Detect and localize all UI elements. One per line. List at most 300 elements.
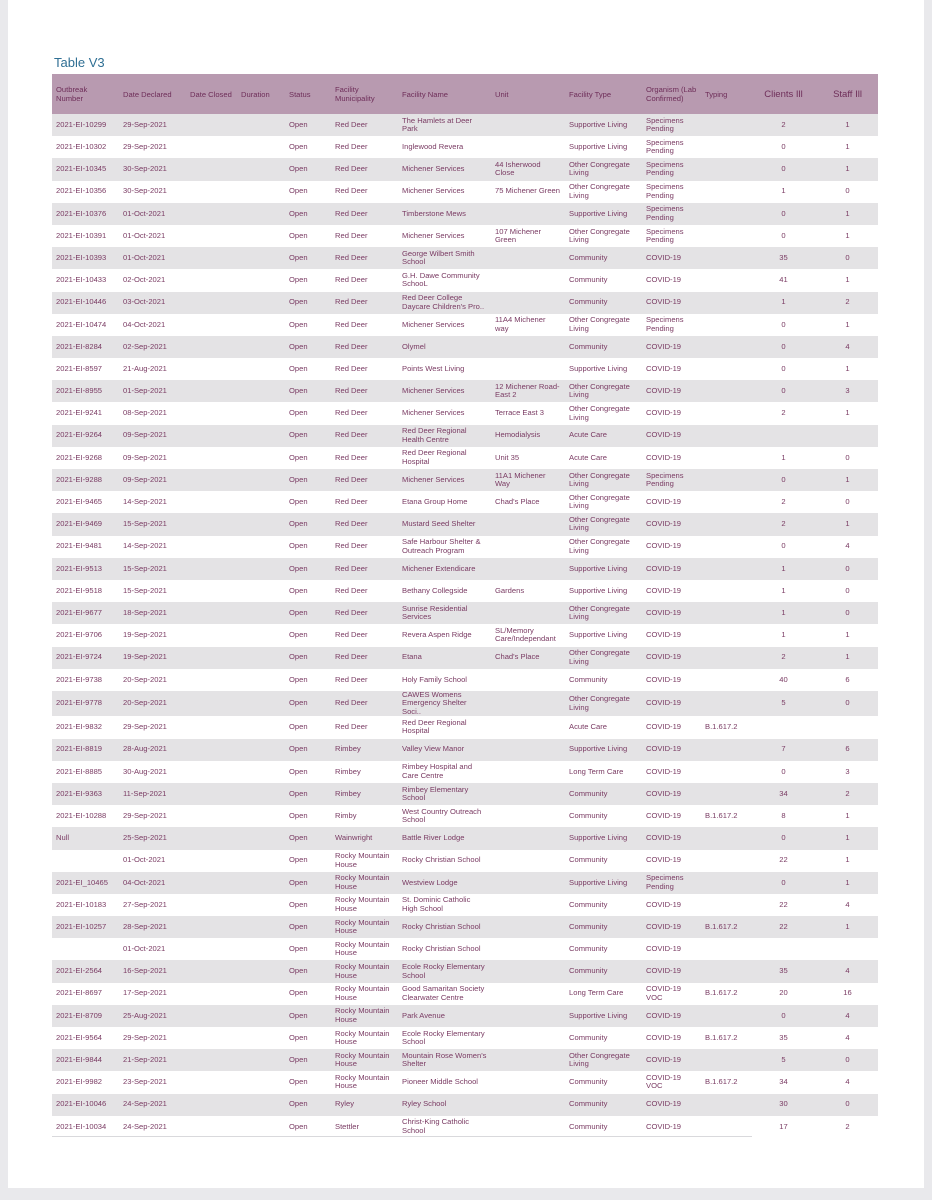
cell-status: Open bbox=[285, 269, 331, 291]
cell-facility-municipality: Stettler bbox=[331, 1116, 398, 1138]
cell-facility-type: Other Congregate Living bbox=[565, 469, 642, 491]
cell-staff-ill: 0 bbox=[817, 181, 878, 203]
cell-date-declared: 20-Sep-2021 bbox=[119, 669, 186, 691]
cell-date-closed bbox=[186, 960, 237, 982]
header-clients-ill: Clients Ill bbox=[750, 74, 817, 114]
cell-typing bbox=[701, 225, 750, 247]
cell-date-closed bbox=[186, 739, 237, 761]
cell-clients-ill: 0 bbox=[750, 336, 817, 358]
cell-clients-ill bbox=[750, 425, 817, 447]
cell-facility-type: Other Congregate Living bbox=[565, 158, 642, 180]
cell-facility-type: Community bbox=[565, 1094, 642, 1116]
cell-date-declared: 18-Sep-2021 bbox=[119, 602, 186, 624]
cell-organism: Specimens Pending bbox=[642, 225, 701, 247]
cell-status: Open bbox=[285, 181, 331, 203]
table-row bbox=[52, 1027, 878, 1049]
cell-facility-type: Community bbox=[565, 894, 642, 916]
cell-unit bbox=[491, 269, 565, 291]
cell-staff-ill: 2 bbox=[817, 292, 878, 314]
cell-organism: Specimens Pending bbox=[642, 181, 701, 203]
cell-date-closed bbox=[186, 602, 237, 624]
cell-date-declared: 04-Oct-2021 bbox=[119, 314, 186, 336]
cell-typing bbox=[701, 602, 750, 624]
cell-unit: Gardens bbox=[491, 580, 565, 602]
header-date-declared: Date Declared bbox=[119, 74, 186, 114]
cell-clients-ill: 40 bbox=[750, 669, 817, 691]
cell-facility-municipality: Red Deer bbox=[331, 247, 398, 269]
cell-facility-municipality: Red Deer bbox=[331, 136, 398, 158]
cell-clients-ill: 1 bbox=[750, 558, 817, 580]
cell-status: Open bbox=[285, 850, 331, 872]
cell-status: Open bbox=[285, 402, 331, 424]
cell-outbreak-number: 2021-EI-9564 bbox=[52, 1027, 119, 1049]
cell-facility-municipality: Rocky Mountain House bbox=[331, 1005, 398, 1027]
cell-unit bbox=[491, 872, 565, 894]
cell-typing bbox=[701, 1094, 750, 1116]
cell-date-declared: 30-Aug-2021 bbox=[119, 761, 186, 783]
cell-status: Open bbox=[285, 536, 331, 558]
table-row bbox=[52, 114, 878, 136]
cell-unit bbox=[491, 513, 565, 535]
cell-date-closed bbox=[186, 225, 237, 247]
cell-outbreak-number: 2021-EI-8697 bbox=[52, 983, 119, 1005]
cell-clients-ill bbox=[750, 938, 817, 960]
cell-duration bbox=[237, 850, 285, 872]
cell-duration bbox=[237, 602, 285, 624]
cell-facility-name: Bethany Collegside bbox=[398, 580, 491, 602]
cell-facility-type: Other Congregate Living bbox=[565, 1049, 642, 1071]
cell-clients-ill: 0 bbox=[750, 872, 817, 894]
cell-facility-municipality: Red Deer bbox=[331, 536, 398, 558]
cell-staff-ill: 1 bbox=[817, 647, 878, 669]
cell-facility-name: Michener Services bbox=[398, 314, 491, 336]
cell-date-closed bbox=[186, 1027, 237, 1049]
table-row bbox=[52, 491, 878, 513]
cell-unit bbox=[491, 916, 565, 938]
cell-date-closed bbox=[186, 805, 237, 827]
cell-date-declared: 01-Oct-2021 bbox=[119, 203, 186, 225]
cell-facility-municipality: Red Deer bbox=[331, 513, 398, 535]
cell-facility-municipality: Red Deer bbox=[331, 716, 398, 738]
cell-facility-municipality: Red Deer bbox=[331, 402, 398, 424]
cell-unit: 11A4 Michener way bbox=[491, 314, 565, 336]
cell-organism: COVID-19 bbox=[642, 739, 701, 761]
cell-unit: 44 Isherwood Close bbox=[491, 158, 565, 180]
cell-staff-ill: 4 bbox=[817, 960, 878, 982]
cell-organism: COVID-19 bbox=[642, 1005, 701, 1027]
cell-duration bbox=[237, 691, 285, 717]
cell-facility-type: Acute Care bbox=[565, 716, 642, 738]
cell-date-closed bbox=[186, 269, 237, 291]
cell-status: Open bbox=[285, 314, 331, 336]
cell-facility-municipality: Red Deer bbox=[331, 380, 398, 402]
cell-typing bbox=[701, 358, 750, 380]
cell-organism: COVID-19 bbox=[642, 647, 701, 669]
cell-organism: COVID-19 bbox=[642, 602, 701, 624]
table-row bbox=[52, 1005, 878, 1027]
cell-date-closed bbox=[186, 783, 237, 805]
cell-facility-name: Westview Lodge bbox=[398, 872, 491, 894]
cell-outbreak-number: 2021-EI-9264 bbox=[52, 425, 119, 447]
cell-duration bbox=[237, 225, 285, 247]
cell-clients-ill: 22 bbox=[750, 894, 817, 916]
cell-facility-name: Michener Extendicare bbox=[398, 558, 491, 580]
table-row bbox=[52, 447, 878, 469]
cell-duration bbox=[237, 1116, 285, 1138]
cell-outbreak-number: 2021-EI-8284 bbox=[52, 336, 119, 358]
cell-clients-ill: 0 bbox=[750, 469, 817, 491]
cell-facility-municipality: Rimbey bbox=[331, 761, 398, 783]
cell-facility-type: Community bbox=[565, 669, 642, 691]
cell-clients-ill: 5 bbox=[750, 1049, 817, 1071]
cell-date-declared: 01-Oct-2021 bbox=[119, 850, 186, 872]
cell-status: Open bbox=[285, 647, 331, 669]
cell-unit: SL/Memory Care/Independant bbox=[491, 624, 565, 646]
cell-status: Open bbox=[285, 225, 331, 247]
cell-staff-ill: 0 bbox=[817, 691, 878, 717]
cell-duration bbox=[237, 669, 285, 691]
cell-typing bbox=[701, 447, 750, 469]
header-unit: Unit bbox=[491, 74, 565, 114]
cell-date-closed bbox=[186, 916, 237, 938]
cell-outbreak-number bbox=[52, 850, 119, 872]
cell-status: Open bbox=[285, 669, 331, 691]
cell-outbreak-number: 2021-EI-9832 bbox=[52, 716, 119, 738]
cell-date-closed bbox=[186, 872, 237, 894]
cell-typing bbox=[701, 114, 750, 136]
cell-outbreak-number: 2021-EI-2564 bbox=[52, 960, 119, 982]
cell-unit bbox=[491, 602, 565, 624]
cell-staff-ill: 4 bbox=[817, 336, 878, 358]
cell-status: Open bbox=[285, 558, 331, 580]
cell-facility-type: Community bbox=[565, 916, 642, 938]
cell-facility-name: Christ-King Catholic School bbox=[398, 1116, 491, 1138]
table-row bbox=[52, 850, 878, 872]
table-row bbox=[52, 739, 878, 761]
cell-status: Open bbox=[285, 247, 331, 269]
cell-facility-type: Other Congregate Living bbox=[565, 647, 642, 669]
cell-facility-type: Supportive Living bbox=[565, 580, 642, 602]
cell-outbreak-number: 2021-EI-9513 bbox=[52, 558, 119, 580]
table-row bbox=[52, 336, 878, 358]
cell-facility-municipality: Red Deer bbox=[331, 425, 398, 447]
header-facility-name: Facility Name bbox=[398, 74, 491, 114]
cell-date-declared: 09-Sep-2021 bbox=[119, 425, 186, 447]
cell-status: Open bbox=[285, 491, 331, 513]
cell-status: Open bbox=[285, 872, 331, 894]
cell-clients-ill: 0 bbox=[750, 136, 817, 158]
cell-date-closed bbox=[186, 647, 237, 669]
cell-facility-municipality: Wainwright bbox=[331, 827, 398, 849]
cell-clients-ill: 2 bbox=[750, 513, 817, 535]
cell-unit bbox=[491, 358, 565, 380]
cell-facility-type: Supportive Living bbox=[565, 1005, 642, 1027]
cell-date-declared: 16-Sep-2021 bbox=[119, 960, 186, 982]
table-row bbox=[52, 203, 878, 225]
cell-facility-name: Rocky Christian School bbox=[398, 916, 491, 938]
cell-organism: COVID-19 bbox=[642, 447, 701, 469]
cell-facility-municipality: Rocky Mountain House bbox=[331, 872, 398, 894]
cell-status: Open bbox=[285, 358, 331, 380]
cell-typing bbox=[701, 1005, 750, 1027]
cell-typing bbox=[701, 850, 750, 872]
cell-organism: COVID-19 bbox=[642, 358, 701, 380]
cell-staff-ill: 1 bbox=[817, 158, 878, 180]
cell-staff-ill: 1 bbox=[817, 513, 878, 535]
cell-unit bbox=[491, 1027, 565, 1049]
cell-facility-type: Community bbox=[565, 1116, 642, 1138]
table-row bbox=[52, 1094, 878, 1116]
cell-organism: COVID-19 bbox=[642, 783, 701, 805]
cell-facility-name: Michener Services bbox=[398, 181, 491, 203]
cell-facility-type: Supportive Living bbox=[565, 739, 642, 761]
table-row bbox=[52, 136, 878, 158]
cell-unit bbox=[491, 691, 565, 717]
cell-staff-ill: 0 bbox=[817, 558, 878, 580]
cell-outbreak-number: 2021-EI-10356 bbox=[52, 181, 119, 203]
cell-date-closed bbox=[186, 158, 237, 180]
cell-date-declared: 29-Sep-2021 bbox=[119, 1027, 186, 1049]
cell-clients-ill: 22 bbox=[750, 850, 817, 872]
cell-date-declared: 21-Aug-2021 bbox=[119, 358, 186, 380]
cell-unit bbox=[491, 1094, 565, 1116]
cell-unit: Hemodialysis bbox=[491, 425, 565, 447]
header-organism: Organism (Lab Confirmed) bbox=[642, 74, 701, 114]
cell-date-closed bbox=[186, 491, 237, 513]
cell-duration bbox=[237, 1027, 285, 1049]
cell-staff-ill: 6 bbox=[817, 669, 878, 691]
table-row bbox=[52, 402, 878, 424]
cell-organism: Specimens Pending bbox=[642, 158, 701, 180]
cell-staff-ill bbox=[817, 425, 878, 447]
cell-facility-name: Etana Group Home bbox=[398, 491, 491, 513]
cell-facility-municipality: Rocky Mountain House bbox=[331, 1027, 398, 1049]
cell-facility-municipality: Red Deer bbox=[331, 647, 398, 669]
cell-outbreak-number: 2021-EI-9738 bbox=[52, 669, 119, 691]
cell-facility-municipality: Red Deer bbox=[331, 292, 398, 314]
cell-date-declared: 02-Sep-2021 bbox=[119, 336, 186, 358]
cell-duration bbox=[237, 624, 285, 646]
cell-facility-name: George Wilbert Smith School bbox=[398, 247, 491, 269]
cell-outbreak-number: 2021-EI-10345 bbox=[52, 158, 119, 180]
cell-facility-type: Acute Care bbox=[565, 447, 642, 469]
cell-facility-name: St. Dominic Catholic High School bbox=[398, 894, 491, 916]
cell-typing bbox=[701, 1116, 750, 1138]
table-row bbox=[52, 983, 878, 1005]
cell-status: Open bbox=[285, 513, 331, 535]
cell-date-declared: 02-Oct-2021 bbox=[119, 269, 186, 291]
cell-outbreak-number: 2021-EI-10034 bbox=[52, 1116, 119, 1138]
cell-duration bbox=[237, 647, 285, 669]
cell-date-declared: 15-Sep-2021 bbox=[119, 580, 186, 602]
cell-status: Open bbox=[285, 1071, 331, 1093]
cell-date-declared: 01-Sep-2021 bbox=[119, 380, 186, 402]
cell-typing: B.1.617.2 bbox=[701, 805, 750, 827]
cell-typing bbox=[701, 247, 750, 269]
cell-status: Open bbox=[285, 761, 331, 783]
cell-outbreak-number: 2021-EI-9518 bbox=[52, 580, 119, 602]
cell-typing bbox=[701, 269, 750, 291]
cell-clients-ill: 0 bbox=[750, 761, 817, 783]
cell-outbreak-number: 2021-EI-9363 bbox=[52, 783, 119, 805]
cell-duration bbox=[237, 203, 285, 225]
cell-facility-municipality: Rocky Mountain House bbox=[331, 850, 398, 872]
cell-typing bbox=[701, 691, 750, 717]
cell-unit: Chad's Place bbox=[491, 491, 565, 513]
cell-facility-name: Park Avenue bbox=[398, 1005, 491, 1027]
cell-unit bbox=[491, 805, 565, 827]
cell-organism: COVID-19 VOC bbox=[642, 1071, 701, 1093]
cell-facility-municipality: Red Deer bbox=[331, 203, 398, 225]
cell-unit: Chad's Place bbox=[491, 647, 565, 669]
cell-date-declared: 21-Sep-2021 bbox=[119, 1049, 186, 1071]
cell-typing: B.1.617.2 bbox=[701, 916, 750, 938]
cell-facility-name: Pioneer Middle School bbox=[398, 1071, 491, 1093]
table-row bbox=[52, 469, 878, 491]
cell-clients-ill: 0 bbox=[750, 1005, 817, 1027]
cell-facility-type: Community bbox=[565, 805, 642, 827]
cell-staff-ill: 0 bbox=[817, 580, 878, 602]
table-row bbox=[52, 225, 878, 247]
cell-facility-municipality: Rimbey bbox=[331, 783, 398, 805]
cell-staff-ill: 0 bbox=[817, 602, 878, 624]
cell-typing bbox=[701, 380, 750, 402]
cell-unit bbox=[491, 1049, 565, 1071]
cell-organism: COVID-19 bbox=[642, 938, 701, 960]
cell-duration bbox=[237, 513, 285, 535]
cell-typing: B.1.617.2 bbox=[701, 1027, 750, 1049]
table-row bbox=[52, 158, 878, 180]
cell-facility-name: Michener Services bbox=[398, 380, 491, 402]
cell-facility-municipality: Red Deer bbox=[331, 469, 398, 491]
table-row bbox=[52, 536, 878, 558]
cell-facility-municipality: Rocky Mountain House bbox=[331, 916, 398, 938]
cell-staff-ill bbox=[817, 716, 878, 738]
cell-organism: COVID-19 bbox=[642, 916, 701, 938]
cell-facility-type: Community bbox=[565, 1027, 642, 1049]
cell-facility-type: Supportive Living bbox=[565, 624, 642, 646]
cell-clients-ill: 1 bbox=[750, 447, 817, 469]
cell-unit bbox=[491, 247, 565, 269]
cell-typing bbox=[701, 203, 750, 225]
cell-date-closed bbox=[186, 827, 237, 849]
cell-status: Open bbox=[285, 827, 331, 849]
cell-unit bbox=[491, 894, 565, 916]
cell-facility-type: Community bbox=[565, 783, 642, 805]
cell-facility-municipality: Ryley bbox=[331, 1094, 398, 1116]
cell-facility-type: Supportive Living bbox=[565, 136, 642, 158]
cell-outbreak-number: 2021-EI-10446 bbox=[52, 292, 119, 314]
cell-date-declared: 01-Oct-2021 bbox=[119, 225, 186, 247]
cell-date-declared: 27-Sep-2021 bbox=[119, 894, 186, 916]
table-row bbox=[52, 580, 878, 602]
cell-organism: COVID-19 bbox=[642, 805, 701, 827]
cell-date-declared: 14-Sep-2021 bbox=[119, 491, 186, 513]
cell-facility-municipality: Red Deer bbox=[331, 269, 398, 291]
cell-clients-ill: 1 bbox=[750, 580, 817, 602]
cell-status: Open bbox=[285, 1116, 331, 1138]
cell-duration bbox=[237, 805, 285, 827]
cell-facility-municipality: Red Deer bbox=[331, 580, 398, 602]
cell-typing bbox=[701, 894, 750, 916]
cell-facility-type: Community bbox=[565, 850, 642, 872]
cell-staff-ill: 0 bbox=[817, 247, 878, 269]
cell-outbreak-number: 2021-EI_10465 bbox=[52, 872, 119, 894]
cell-unit bbox=[491, 960, 565, 982]
cell-staff-ill: 3 bbox=[817, 380, 878, 402]
cell-facility-name: Red Deer Regional Health Centre bbox=[398, 425, 491, 447]
cell-facility-type: Community bbox=[565, 938, 642, 960]
cell-outbreak-number: 2021-EI-10376 bbox=[52, 203, 119, 225]
cell-duration bbox=[237, 761, 285, 783]
cell-date-declared: 30-Sep-2021 bbox=[119, 181, 186, 203]
cell-duration bbox=[237, 916, 285, 938]
cell-status: Open bbox=[285, 292, 331, 314]
cell-date-closed bbox=[186, 247, 237, 269]
cell-typing bbox=[701, 136, 750, 158]
table-row bbox=[52, 783, 878, 805]
outbreak-table bbox=[52, 74, 878, 1138]
cell-status: Open bbox=[285, 1027, 331, 1049]
table-row bbox=[52, 1071, 878, 1093]
cell-date-declared: 15-Sep-2021 bbox=[119, 558, 186, 580]
cell-facility-municipality: Red Deer bbox=[331, 669, 398, 691]
cell-clients-ill: 1 bbox=[750, 181, 817, 203]
header-facility-municipality: Facility Municipality bbox=[331, 74, 398, 114]
cell-facility-municipality: Rocky Mountain House bbox=[331, 960, 398, 982]
cell-facility-municipality: Red Deer bbox=[331, 558, 398, 580]
cell-status: Open bbox=[285, 203, 331, 225]
table-row bbox=[52, 558, 878, 580]
cell-date-declared: 09-Sep-2021 bbox=[119, 469, 186, 491]
cell-date-closed bbox=[186, 513, 237, 535]
cell-date-closed bbox=[186, 469, 237, 491]
cell-duration bbox=[237, 1005, 285, 1027]
cell-outbreak-number: 2021-EI-10433 bbox=[52, 269, 119, 291]
cell-organism: COVID-19 bbox=[642, 716, 701, 738]
cell-outbreak-number: 2021-EI-9465 bbox=[52, 491, 119, 513]
cell-outbreak-number: 2021-EI-9481 bbox=[52, 536, 119, 558]
cell-status: Open bbox=[285, 580, 331, 602]
cell-clients-ill: 20 bbox=[750, 983, 817, 1005]
cell-outbreak-number: 2021-EI-9982 bbox=[52, 1071, 119, 1093]
cell-date-closed bbox=[186, 314, 237, 336]
cell-date-closed bbox=[186, 716, 237, 738]
cell-unit bbox=[491, 558, 565, 580]
cell-organism: COVID-19 bbox=[642, 624, 701, 646]
table-row bbox=[52, 1049, 878, 1071]
cell-typing bbox=[701, 314, 750, 336]
cell-organism: COVID-19 bbox=[642, 513, 701, 535]
cell-unit bbox=[491, 114, 565, 136]
cell-typing bbox=[701, 292, 750, 314]
cell-date-closed bbox=[186, 983, 237, 1005]
cell-clients-ill: 34 bbox=[750, 783, 817, 805]
cell-outbreak-number: 2021-EI-10046 bbox=[52, 1094, 119, 1116]
cell-date-declared: 23-Sep-2021 bbox=[119, 1071, 186, 1093]
cell-date-declared: 29-Sep-2021 bbox=[119, 136, 186, 158]
cell-date-declared: 29-Sep-2021 bbox=[119, 114, 186, 136]
cell-staff-ill: 4 bbox=[817, 536, 878, 558]
table-row bbox=[52, 181, 878, 203]
cell-clients-ill bbox=[750, 716, 817, 738]
cell-staff-ill: 6 bbox=[817, 739, 878, 761]
cell-date-declared: 25-Aug-2021 bbox=[119, 1005, 186, 1027]
cell-duration bbox=[237, 894, 285, 916]
cell-facility-type: Other Congregate Living bbox=[565, 602, 642, 624]
cell-date-declared: 08-Sep-2021 bbox=[119, 402, 186, 424]
cell-status: Open bbox=[285, 783, 331, 805]
